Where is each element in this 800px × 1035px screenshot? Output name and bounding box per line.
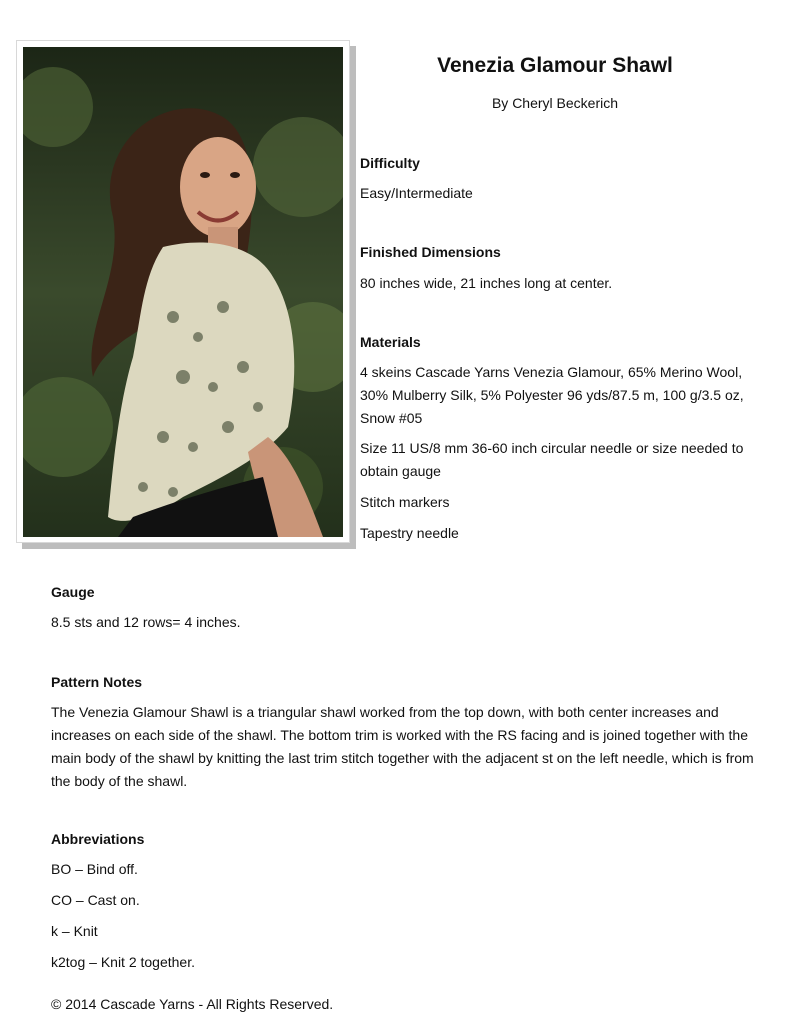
pattern-notes-text: The Venezia Glamour Shawl is a triangular shawl worked from the top down, with both center increases and increases on each side of the shawl. The bottom trim is worked with the RS facing and is joined together with the main body of the shawl by knitting the last trim stitch together with the adjacent st on the left needle, which is from the body of the shawl. — [51, 704, 754, 789]
materials-item-needle: Size 11 US/8 mm 36-60 inch circular needle or size needed to obtain gauge — [360, 440, 744, 479]
pattern-notes-heading: Pattern Notes — [51, 674, 143, 690]
abbreviations-heading: Abbreviations — [51, 831, 145, 847]
abbreviation-item-k: k – Knit — [51, 923, 98, 939]
materials-item-yarn: 4 skeins Cascade Yarns Venezia Glamour, 65% Merino Wool, 30% Mulberry Silk, 5% Polyester 96 yds/87.5 m, 100 g/3.5 oz, Snow #05 — [360, 364, 744, 426]
author-byline: By Cheryl Beckerich — [491, 95, 619, 111]
difficulty-text: Easy/Intermediate — [360, 185, 473, 201]
dimensions-text: 80 inches wide, 21 inches long at center. — [360, 275, 613, 291]
abbreviation-item-bo: BO – Bind off. — [51, 861, 138, 877]
dimensions-heading: Finished Dimensions — [360, 244, 501, 260]
gauge-heading: Gauge — [51, 584, 95, 600]
page-title: Venezia Glamour Shawl — [437, 54, 673, 77]
abbreviation-item-k2tog: k2tog – Knit 2 together. — [51, 954, 195, 970]
copyright-footer: © 2014 Cascade Yarns - All Rights Reserved. — [51, 996, 334, 1012]
materials-item-tapestry: Tapestry needle — [360, 525, 459, 541]
difficulty-heading: Difficulty — [360, 155, 420, 171]
abbreviation-item-co: CO – Cast on. — [51, 892, 140, 908]
materials-heading: Materials — [360, 334, 421, 350]
materials-item-markers: Stitch markers — [360, 494, 450, 510]
gauge-text: 8.5 sts and 12 rows= 4 inches. — [51, 614, 241, 630]
model-photo — [23, 47, 343, 537]
photo-frame — [16, 40, 350, 543]
